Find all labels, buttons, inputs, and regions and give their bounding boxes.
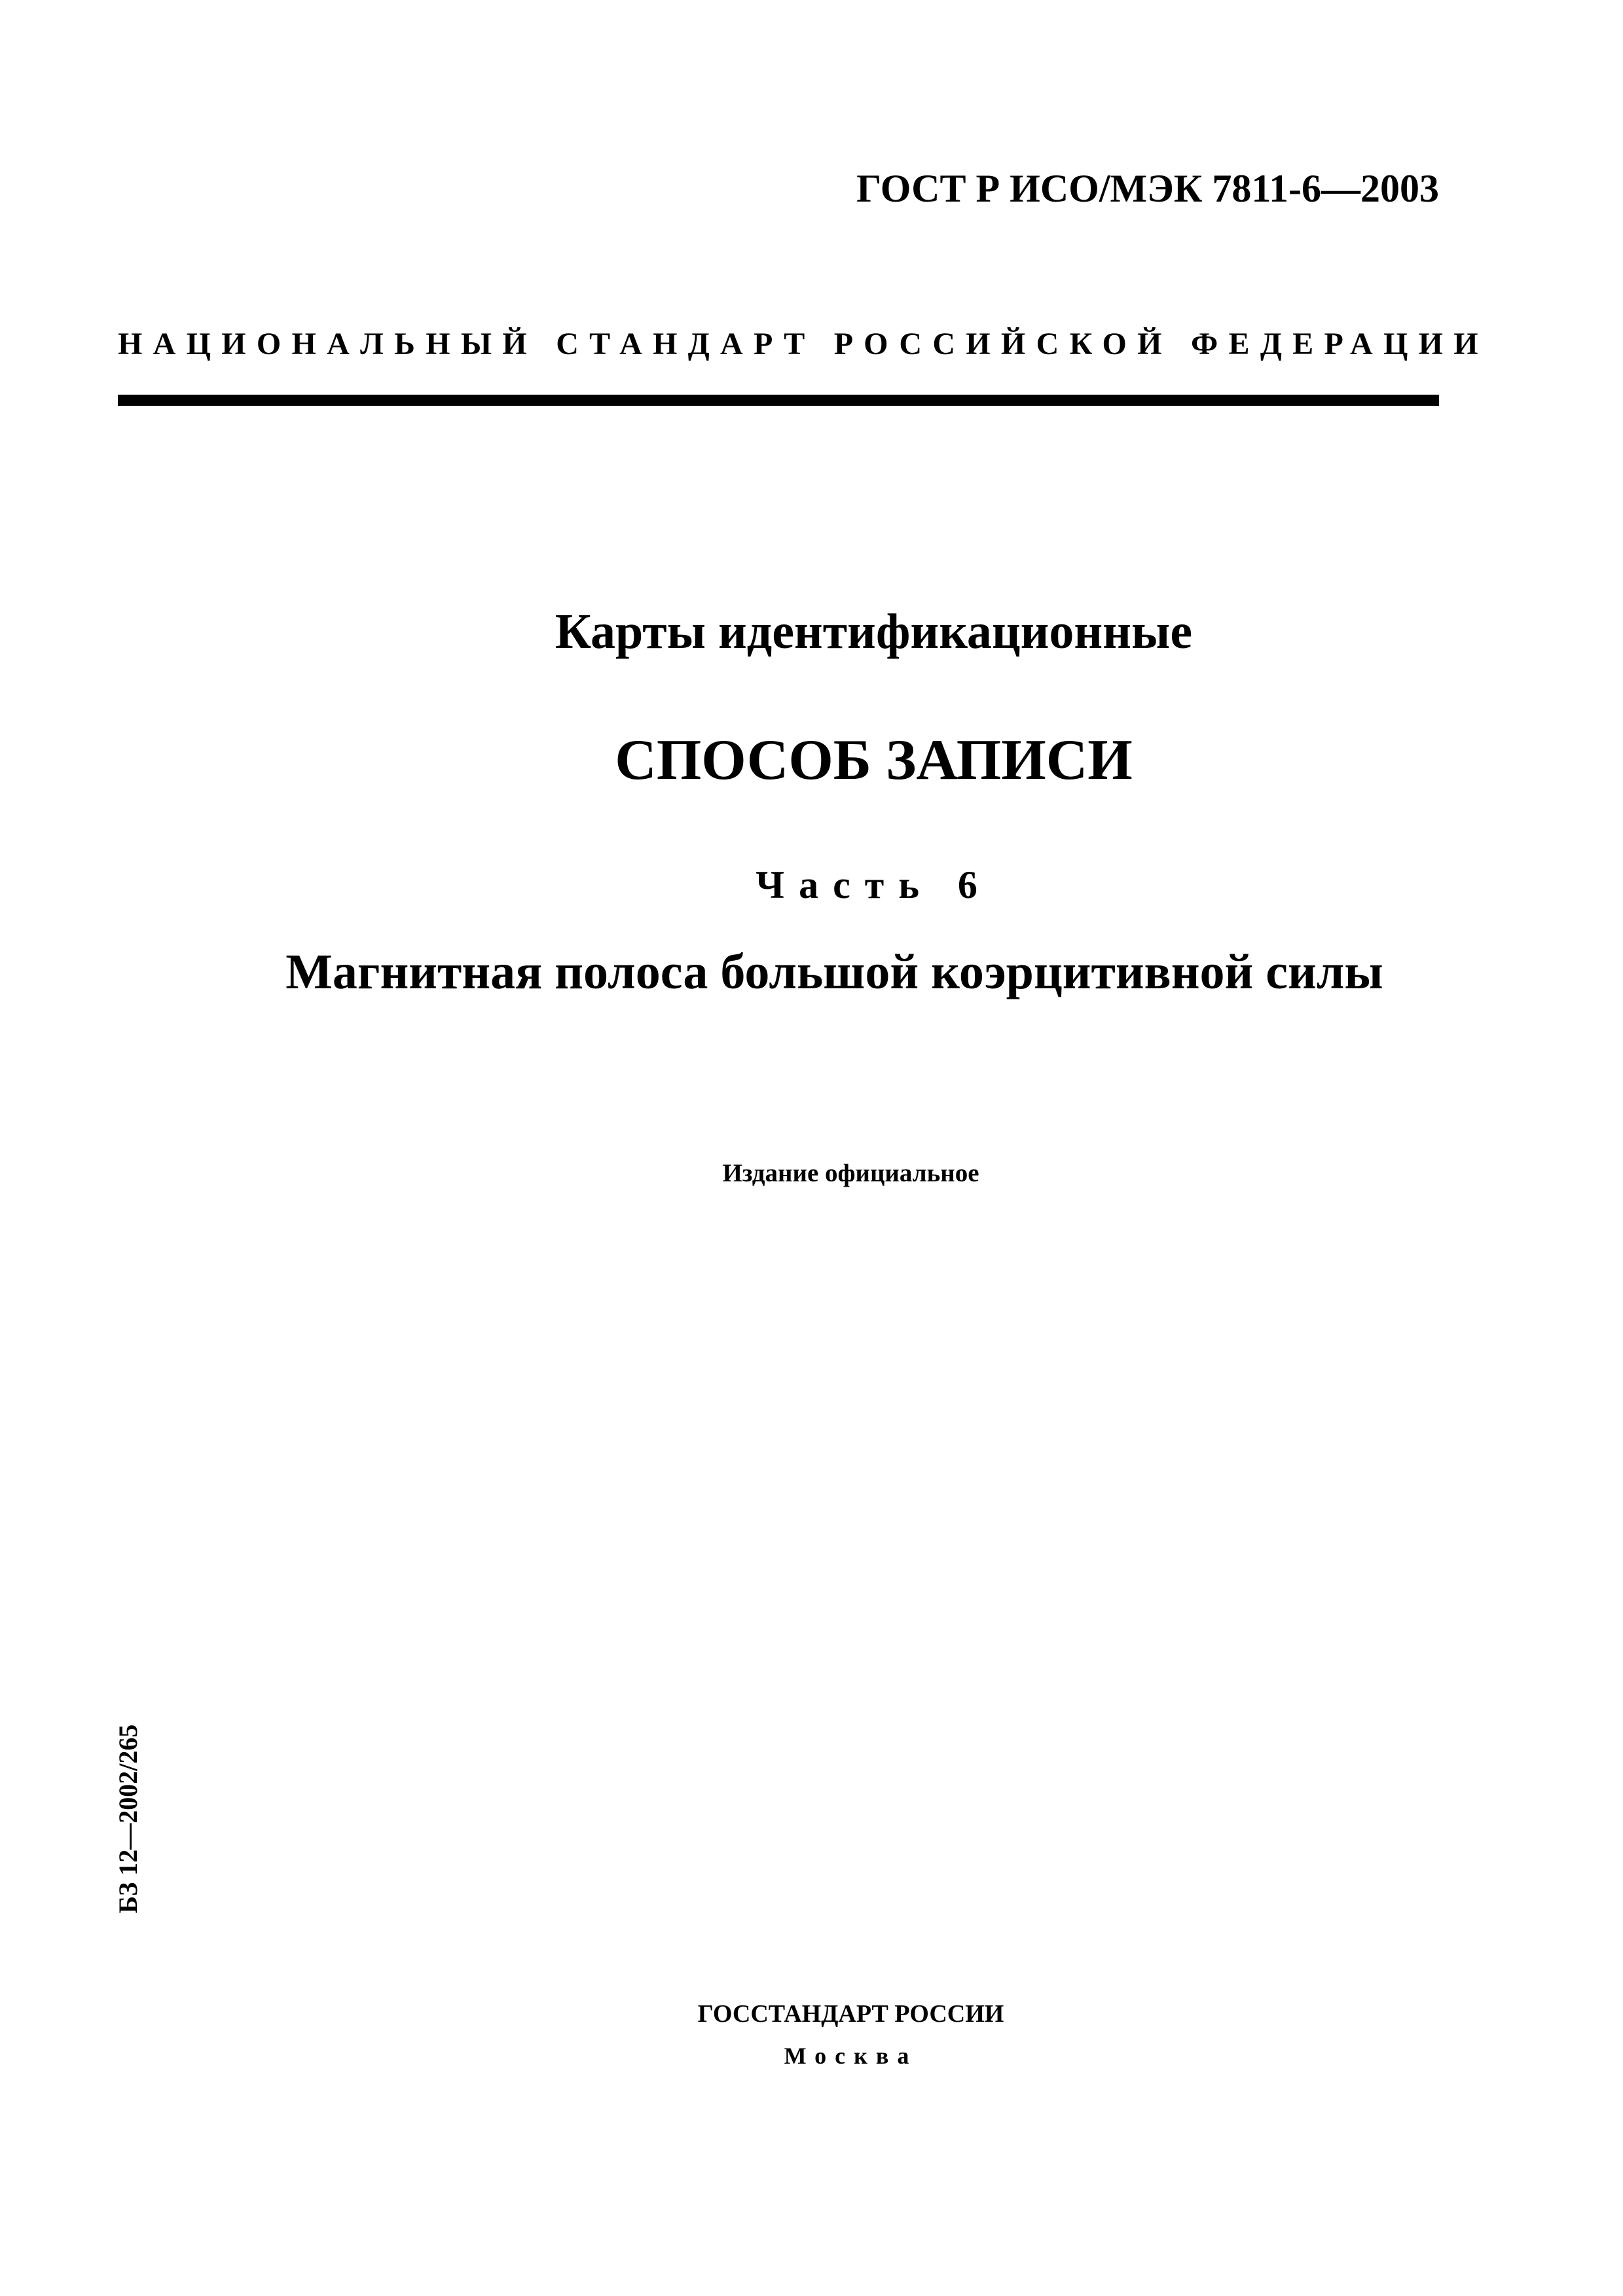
document-title: Карты идентификационные [555, 604, 1193, 659]
edition-note: Издание официальное [722, 1159, 979, 1187]
side-code-text: БЗ 12—2002/265 [113, 1724, 143, 1914]
header-rule [118, 395, 1439, 406]
publisher-city: Москва [784, 2043, 918, 2069]
part-label: Часть 6 [756, 863, 992, 906]
publisher: ГОССТАНДАРТ РОССИИ [697, 2000, 1004, 2028]
side-code [115, 1711, 141, 1927]
document-number: ГОСТ Р ИСО/МЭК 7811-6—2003 [856, 167, 1439, 210]
part-title: Магнитная полоса большой коэрцитивной силы [285, 944, 1383, 999]
document-subtitle: СПОСОБ ЗАПИСИ [615, 728, 1133, 792]
national-standard-heading: НАЦИОНАЛЬНЫЙ СТАНДАРТ РОССИЙСКОЙ ФЕДЕРАЦИИ [118, 327, 1489, 361]
